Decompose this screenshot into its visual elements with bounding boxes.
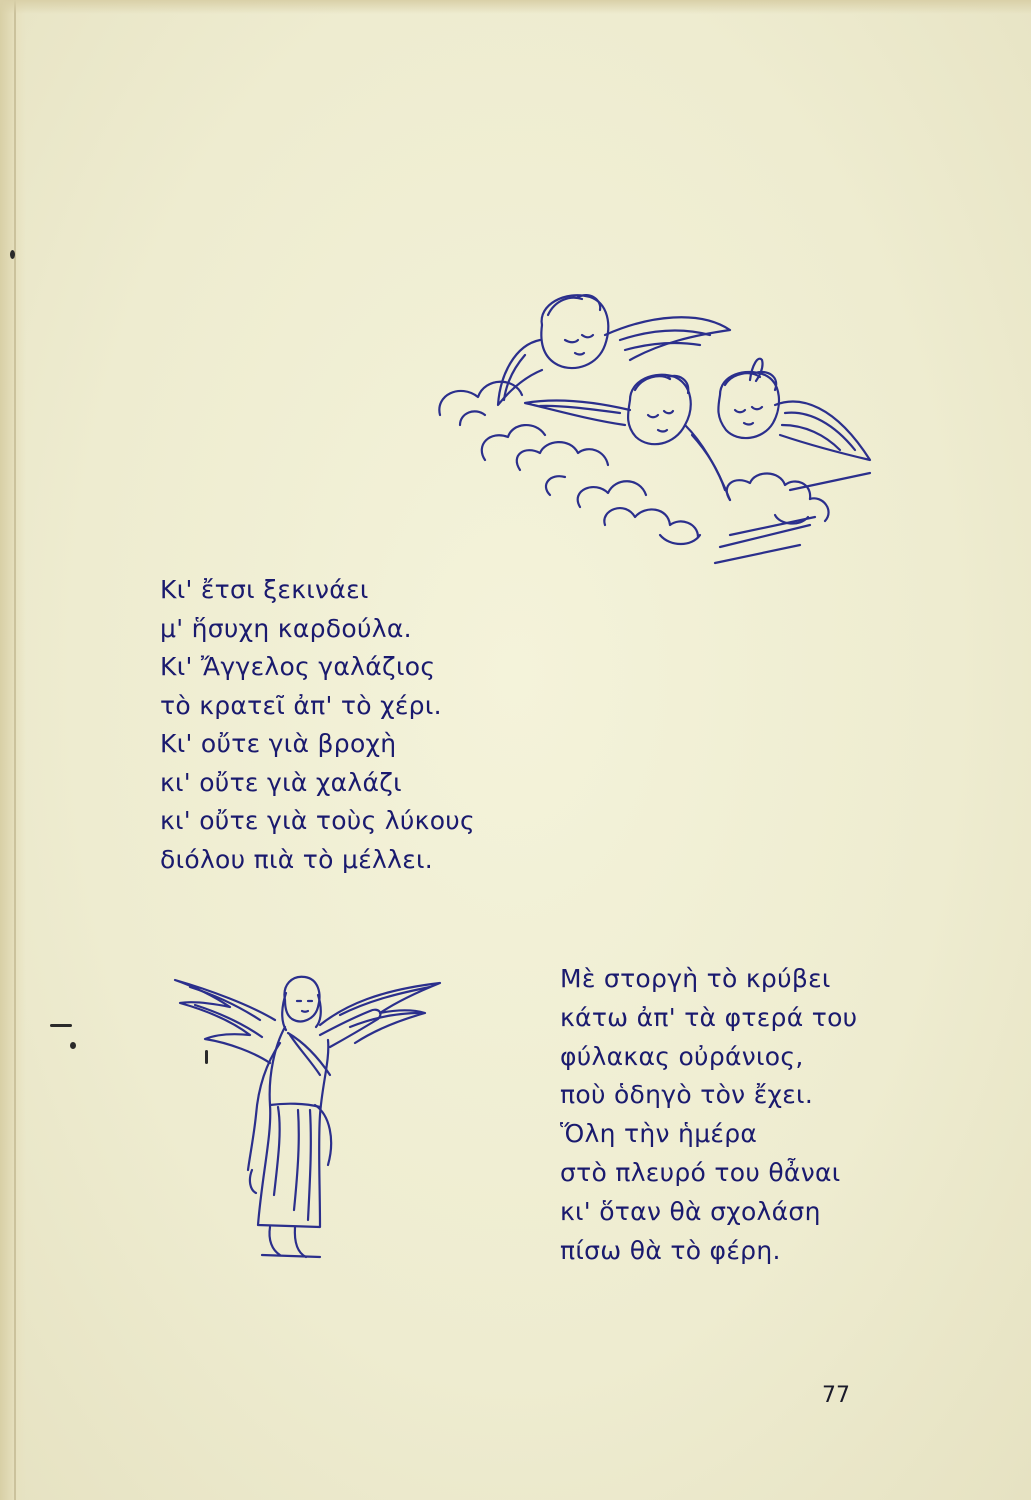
verse-line: Κι' ἔτσι ξεκινάει: [160, 575, 369, 604]
verse-line: διόλου πιὰ τὸ μέλλει.: [160, 844, 434, 874]
verse-line: στὸ πλευρό του θἆναι: [560, 1157, 841, 1187]
page-spine: [0, 0, 26, 1500]
stanza-1: [160, 571, 475, 879]
verse-line: Ὅλη τὴν ἡμέρα: [560, 1119, 758, 1149]
verse-line: μ' ἥσυχη καρδούλα.: [160, 613, 412, 643]
verse-line: κάτω ἀπ' τὰ φτερά του: [560, 1002, 858, 1032]
margin-mark: [70, 1042, 76, 1049]
page-number: 77: [822, 1383, 850, 1408]
verse-line: πίσω θὰ τὸ φέρη.: [560, 1235, 781, 1265]
verse-line: τὸ κρατεῖ ἀπ' τὸ χέρι.: [160, 690, 442, 720]
verse-line: Κι' οὔτε γιὰ βροχὴ: [160, 729, 397, 758]
margin-mark: [10, 250, 15, 259]
verse-line: κι' οὔτε γιὰ τοὺς λύκους: [160, 806, 476, 835]
verse-line: κι' ὅταν θὰ σχολάση: [560, 1196, 821, 1226]
page-top-edge: [0, 0, 1031, 14]
stanza-2: [560, 960, 857, 1270]
verse-line: κι' οὔτε γιὰ χαλάζι: [160, 767, 402, 797]
verse-line: φύλακας οὐράνιος,: [560, 1041, 804, 1071]
spine-crease: [14, 0, 16, 1500]
verse-line: Κι' Ἄγγελος γαλάζιος: [160, 652, 436, 681]
margin-mark: [50, 1024, 72, 1027]
verse-line: ποὺ ὁδηγὸ τὸν ἔχει.: [560, 1080, 814, 1110]
cherubs-illustration: [430, 285, 880, 585]
guardian-angel-illustration: [170, 965, 445, 1270]
verse-line: Μὲ στοργὴ τὸ κρύβει: [560, 964, 831, 993]
